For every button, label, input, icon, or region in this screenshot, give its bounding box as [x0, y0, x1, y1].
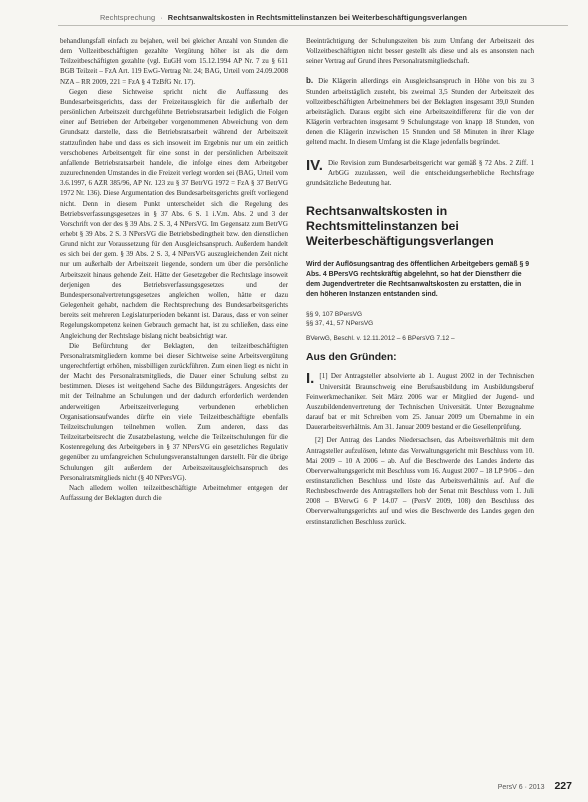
page-footer	[498, 780, 572, 792]
body-paragraph: Nach alledem wollen teilzeitbeschäftigte Arbeitnehmer entgegen der Auffassung der Beklagten durch die	[60, 483, 288, 503]
body-paragraph: behandlungsfall einfach zu bejahen, weil bei gleicher Anzahl von Stunden die dem Vollzeitbeschäftigten gezahlte Vergütung höher ist als die dem Teilzeitbeschäftigten gezahlte (vgl. EuGH vom 15.12.1994 AP Nr. 7 zu § 611 BGB Teilzeit – FzA Art. 119 EwG-Vertrag Nr. 24; BAG, Urteil vom 24.09.2008 NZA – RR 2009, 221 = FzA § 4 TzBfG Nr. 17).	[60, 37, 288, 86]
body-paragraph: [2] Der Antrag des Landes Niedersachsen, das Arbeitsverhältnis mit dem Antragsteller aufzulösen, lehnte das Verwaltungsgericht mit Beschluss vom 10. Mai 2009 – 10 A 2006 – ab. Auf die Beschwerde des Landes änderte das Oberverwaltungsgericht mit Beschluss vom 16. August 2007 – 18 LP 9/06 – den erstinstanzlichen Beschluss und löste das Arbeitsverhältnis auf. Auf die Rechtsbeschwerde des Antragstellers hob der Senat mit Beschluss vom 1. Juli 2008 – BVerwG 6 P 14.07 – (PersV 2009, 108) den Beschluss des Oberverwaltungsgerichts auf und wies die Beschwerde des Landes gegen den erstinstanzlichen Beschluss zurück.	[306, 436, 534, 526]
left-column	[60, 36, 288, 503]
running-header	[100, 13, 568, 22]
journal-issue: PersV 6 · 2013	[497, 784, 545, 791]
body-paragraph: Beeinträchtigung der Schulungszeiten bis zum Umfang der Arbeitszeit des Vollzeitbeschäftigten nicht besser gestellt als diese und als es ansonsten nach seiner Vertrag auf Grund ihres Personalratsmitgliedschaft.	[306, 37, 534, 66]
paragraph-i-text: [1] Der Antragsteller absolvierte ab 1. August 2002 in der Technischen Universität Braunschweig eine Berufsausbildung im Ausbildungsberuf Feinwerkmechaniker. Seit März 2006 war er Mitglied der Jugend- und Auszubildendenvertretung der Technischen Universität. Unter Bezugnahme darauf bat er mit Schreiben vom 25. Januar 2009 um Übernahme in ein Dauerarbeitsverhältnis. Am 31. Januar 2009 bestand er die Gesellenprüfung.	[306, 372, 534, 432]
page-number: 227	[554, 780, 572, 792]
paragraph-b	[306, 76, 534, 147]
header-separator: ·	[160, 13, 163, 22]
header-rule	[58, 25, 568, 26]
section-label: Rechtsprechung	[100, 13, 156, 22]
body-paragraph: Gegen diese Sichtweise spricht nicht die Auffassung des Bundesarbeitsgerichts, dass der Freizeitausgleich für die außerhalb der persönlichen Arbeitszeit durchgeführte Betriebsratsarbeit lediglich die Folgen einer auf Betrieben der Arbeitgeber vorgenommenen Abweichung von dem Grundsatz darstelle, dass die Betriebsratsarbeit während der Arbeitszeit stattzufinden habe und dass es sich insoweit im Ergebnis nur um ein zeitlich verschobenes Arbeitsentgelt für eine sonst in der persönlichen Arbeitszeit anfallende Betriebsratsarbeit handele, die infolge eines dem Arbeitgeber zuzurechnenden Umstandes in die Freizeit verlegt worden sei (BAG, Urteil vom 3.6.1997, 6 AZR 385/96, AP Nr. 123 zu § 37 BetrVG 1972 = FzA § 37 BetrVG 1972 Nr. 136). Diese Argumentation des Bundesarbeitsgerichts greift vorliegend nicht. Denn in diesem Punkt unterscheidet sich die Regelung des Betriebsverfassungsgesetzes in § 37 Abs. 6 S. 1 i.V.m. Abs. 2 und 3 der Vorschrift von der des § 39 Abs. 2 S. 3, 4 NPersVG. Im Gegensatz zum BetrVG erhebt § 39 Abs. 2 S. 3 NPersVG die Betriebsbedingtheit bzw. den dienstlichen Grund nicht zur Voraussetzung für den Ausgleichsanspruch. Außerdem handelt es sich bei der gem. § 39 Abs. 2 S. 3, 4 NPersVG auszugleichenden Zeit nicht nur um außerhalb der Arbeitszeit liegende, sondern um über die persönliche Arbeitszeit hinaus gehende Zeit. Hätte der Gesetzgeber die Rechtslage insoweit derjenigen des Betriebsverfassungsgesetzes und der Bundespersonalvertretungsgesetzes angleichen wollen, hätte er dazu Gelegenheit gehabt, nachdem die Rechtsprechung des Bundesarbeitsgerichts bereits seit mehreren Legislaturperioden bekannt ist. Daraus, dass er von seiner Regelungskompetenz keinen Gebrauch gemacht hat, ist zu schließen, dass eine Angleichung der Rechtslage bislang nicht beabsichtigt war.	[60, 87, 288, 340]
paragraph-i	[306, 371, 534, 432]
norm-entry: §§ 9, 107 BPersVG	[306, 311, 363, 319]
paragraph-i-mark: I.	[306, 370, 315, 388]
headnote: Wird der Auflösungsantrag des öffentlichen Arbeitgebers gemäß § 9 Abs. 4 BPersVG rechtskräftig abgelehnt, so hat der Dienstherr die dem Jugendvertreter die Rechtsanwaltskosten zu erstatten, die in den höheren Instanzen entstanden sind.	[306, 261, 530, 299]
norm-entry: §§ 37, 41, 57 NPersVG	[306, 320, 374, 328]
right-column	[306, 36, 534, 527]
article-title: Rechtsanwaltskosten in Rechtsmittelinstanzen bei Weiterbeschäftigungsverlangen	[306, 204, 494, 248]
norms-list	[306, 310, 534, 328]
header-topic: Rechtsanwaltskosten in Rechtsmittelinstanzen bei Weiterbeschäftigungsverlangen	[167, 13, 468, 22]
paragraph-iv	[306, 158, 534, 188]
paragraph-iv-text: Die Revision zum Bundesarbeitsgericht war gemäß § 72 Abs. 2 Ziff. 1 ArbGG zuzulassen, weil die entscheidungserhebliche Rechtsfrage grundsätzliche Bedeutung hat.	[306, 158, 534, 187]
paragraph-b-mark: b.	[306, 76, 314, 86]
paragraph-b-text: Die Klägerin allerdings ein Ausgleichsanspruch in Höhe von bis zu 3 Stunden arbeitstäglich zusteht, bis zweimal 3,5 Stunden der Arbeitszeit des vollzeitbeschäftigten Arbeitnehmers bei der Beklagten insgesamt 39,0 Stunden arbeitstäglich. Daraus ergibt sich eine Arbeitszeitdifferenz für die von der Klägerin verbrachten insgesamt 9 Schulungstage von knapp 18 Stunden, von denen die Klägerin inzwischen 15 Stunden und 58 Minuten in ihrer Klage geltend macht. In diesem Umfang ist die Klage jedenfalls begründet.	[306, 77, 534, 147]
decision-citation: BVerwG, Beschl. v. 12.11.2012 – 6 BPersVG 7.12 –	[306, 335, 455, 343]
subheading-reasons: Aus den Gründen:	[306, 352, 397, 364]
paragraph-iv-mark: IV.	[306, 156, 323, 174]
body-paragraph: Die Befürchtung der Beklagten, den teilzeitbeschäftigten Personalratsmitgliedern komme bei dieser Sichtweise seine Arbeitsvergütung ungerechtfertigt erhöhen, missbilligen zurückführen. Zum einen liegt es nicht in der Macht des Personalratsmitglieds, die Dauer einer Schulung selbst zu bestimmen. Dieses ist weitgehend Sache des Bildungsträgers. Angesichts der mit der Teilnahme an Schulungen und der dadurch erforderlich werdenden anderweitigen Arbeitszeitverlegung verbundenen erheblichen Organisationsaufwandes dürfte ein viele Teilzeitbeschäftigte ebenfalls Teilzeitschulungen teilnehmen wollen. Zum anderen, dass das Teilzeitarbeitsrecht die Zusatzbelastung, welche die Teilzeitschulungen für die Kostenregelung des Arbeitgebers in § 37 NPersVG ein gesetzliches Regulativ gegenüber zu umfangreichen Schulungsveranstaltungen darstellt. Für die übrige Schulungen gilt außerdem der Arbeitszeitausgleichsanspruch des Personalratsmitglieds nicht (§ 40 NPersVG).	[60, 341, 288, 482]
